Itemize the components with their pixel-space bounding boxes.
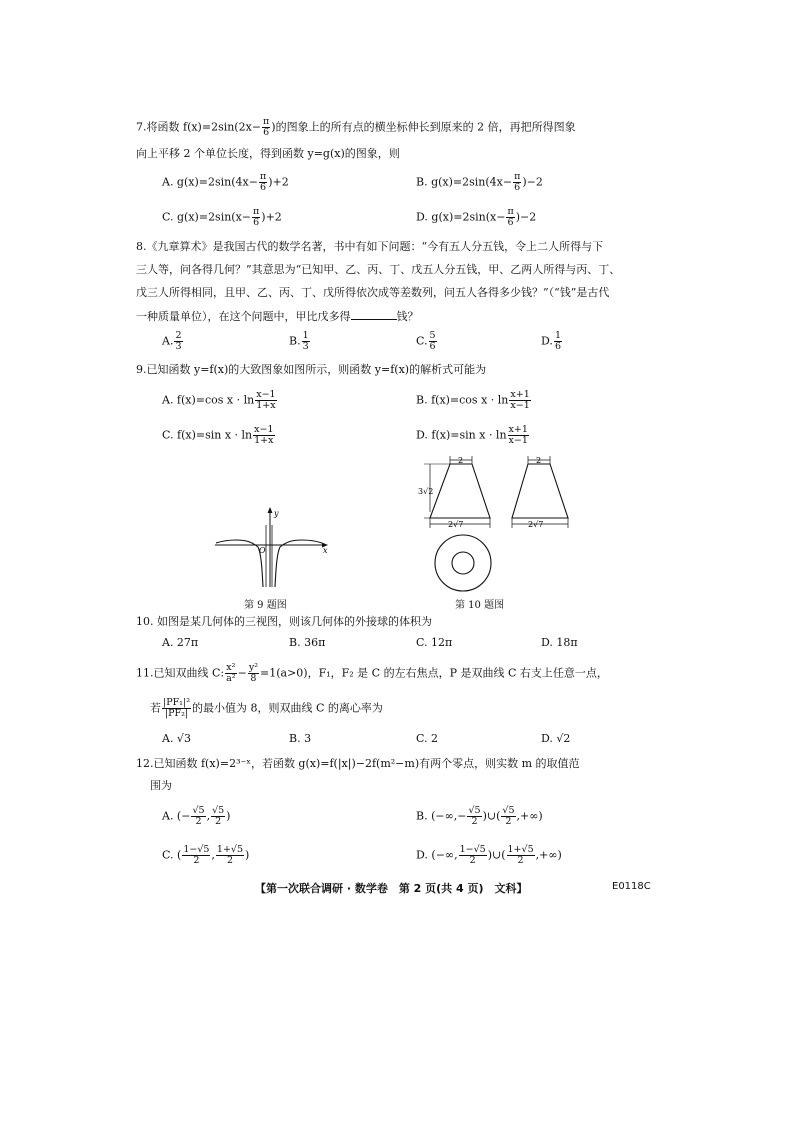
front-bottom-width: 2√7 [448,520,464,529]
q10-line1: 10. 如图是某几何体的三视图，则该几何体的外接球的体积为 [136,615,432,628]
q7-line2: 向上平移 2 个单位长度，得到函数 y=g(x)的图象，则 [136,147,400,160]
q11-line1: 11.已知双曲线 C: $\frac{\text{x²}}{\text{a²}}$ − $\frac{\text{y²}}{8}$ =1(a>0)，F₁，F₂ 是 C 的左右焦点，P 是双曲线 C 右支上任意一点， [136,662,608,684]
q7-line1: 7.将函数 f(x)=2sin(2x− $\frac{\pi}{6}$ )的图象上的所有点的横坐标伸长到原来的 2 倍，再把所得图象 [136,116,576,138]
q9-option-b: B. f(x)=cos x · ln $\frac{x+1}{x-1}$ [416,389,530,411]
q12-option-a: A. (− $\frac{√5}{2}$ , $\frac{√5}{2}$ ) [162,805,231,827]
y-axis-label: y [274,509,279,518]
curve-right [275,540,322,587]
q8-line1: 8.《九章算术》是我国古代的数学名著，书中有如下问题：“今有五人分五钱，令上二人所得与下 [136,240,604,253]
q9-option-a: A. f(x)=cos x · ln $\frac{x-1}{1+x}$ [162,389,276,411]
front-view [418,456,490,529]
q11-option-a: A. √3 [162,732,191,745]
q12-line1: 12.已知函数 f(x)=2³⁻ˣ，若函数 g(x)=f(|x|)−2f(m²−m)有两个零点，则实数 m 的取值范 [136,757,580,770]
q12-option-c: C. ( $\frac{1-√5}{2}$ , $\frac{1+√5}{2}$ ) [162,844,250,866]
q8-option-d: D. $\frac{1}{6}$ [541,330,561,352]
page-footer: 【第一次联合调研 · 数学卷 第 2 页(共 4 页) 文科】 [255,882,528,895]
y-axis-arrow [268,507,273,513]
answer-blank [351,309,397,320]
q8-line3: 戊三人所得相同，且甲、乙、丙、丁、戊所得依次成等差数列，问五人各得多少钱？”（“钱”是古代 [136,286,610,299]
figure-9-caption: 第 9 题图 [244,600,287,611]
top-view [435,535,491,591]
q8-line4: 一种质量单位），在这个问题中，甲比戊多得 钱？ [136,310,419,323]
q8-option-a: A. $\frac{2}{3}$ [162,330,182,352]
origin-label: O [259,546,266,555]
curve-left [216,540,263,587]
side-view [512,456,568,529]
x-axis-label: x [323,546,328,555]
q10-option-b: B. 36π [289,636,326,649]
q12-option-b: B. (−∞,− $\frac{√5}{2}$ )∪( $\frac{√5}{2}$ ,+∞) [416,805,543,827]
q10-option-d: D. 18π [541,636,578,649]
q7-option-d: D. g(x)=2sin(x− $\frac{\pi}{6}$ )−2 [416,206,537,228]
figure-10-caption: 第 10 题图 [455,600,505,611]
q12-option-d: D. (−∞, $\frac{1-√5}{2}$ )∪( $\frac{1+√5}{2}$ ,+∞) [416,844,562,866]
q11-option-b: B. 3 [289,732,312,745]
q8-line2: 三人等，问各得几何？”其意思为“已知甲、乙、丙、丁、戊五人分五钱，甲、乙两人所得与丙、丁、 [136,263,621,276]
q7-option-c: C. g(x)=2sin(x− $\frac{\pi}{6}$ )+2 [162,206,282,228]
q12-line2: 围为 [150,779,172,792]
q9-option-d: D. f(x)=sin x · ln $\frac{x+1}{x-1}$ [416,424,528,446]
q10-option-a: A. 27π [162,636,199,649]
q7-option-a: A. g(x)=2sin(4x− $\frac{\pi}{6}$ )+2 [162,171,289,193]
q8-option-b: B. $\frac{1}{3}$ [289,330,309,352]
q10-option-c: C. 12π [416,636,453,649]
q11-option-d: D. √2 [541,732,571,745]
side-bottom-width: 2√7 [528,520,544,529]
q11-option-c: C. 2 [416,732,439,745]
front-top-width: 2 [458,456,464,465]
q9-line1: 9.已知函数 y=f(x)的大致图象如图所示，则函数 y=f(x)的解析式可能为 [136,363,487,376]
q8-option-c: C. $\frac{5}{6}$ [416,330,436,352]
exam-code: E0118C [612,881,651,892]
q9-option-c: C. f(x)=sin x · ln $\frac{x-1}{1+x}$ [162,424,274,446]
figure-10-three-views [418,452,578,592]
front-height: 3√2 [418,487,434,496]
q7-option-b: B. g(x)=2sin(4x− $\frac{\pi}{6}$ )−2 [416,171,543,193]
pi-over-6: $\frac{\pi}{6}$ [263,116,270,138]
side-top-width: 2 [536,456,542,465]
q11-line2: 若 $\frac{\text{|PF₁|²}}{\text{|PF₂|}}$ 的最小值为 8，则双曲线 C 的离心率为 [150,697,383,719]
figure-9-graph [210,505,335,590]
